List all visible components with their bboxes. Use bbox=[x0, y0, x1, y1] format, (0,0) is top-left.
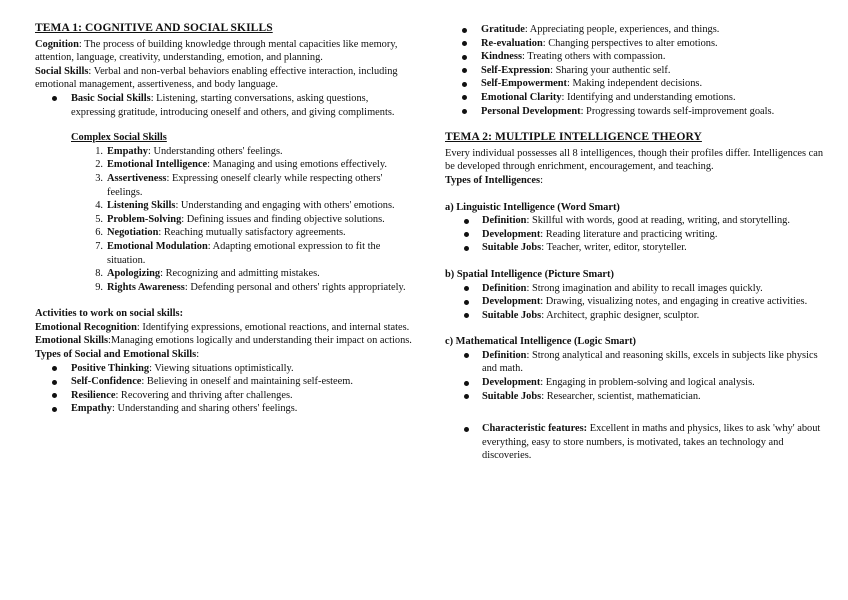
right-column bbox=[445, 23, 825, 463]
item-term: Negotiation bbox=[107, 227, 159, 239]
list-item bbox=[71, 375, 415, 389]
item-text: : Strong imagination and ability to recall images quickly. bbox=[526, 282, 763, 294]
item-term: Definition bbox=[482, 282, 527, 294]
list-number: 7. bbox=[95, 240, 103, 252]
tema1-title: TEMA 1: COGNITIVE AND SOCIAL SKILLS bbox=[35, 22, 273, 34]
item-term: Development bbox=[482, 296, 541, 308]
emotional-recognition-paragraph bbox=[35, 321, 415, 335]
list-item bbox=[482, 214, 825, 228]
list-item bbox=[95, 172, 415, 199]
list-item bbox=[95, 226, 415, 240]
item-text: : Progressing towards self-improvement goals. bbox=[580, 105, 775, 117]
list-item bbox=[481, 23, 825, 37]
list-item bbox=[71, 389, 415, 403]
item-term: Emotional Modulation bbox=[107, 240, 208, 252]
list-item bbox=[95, 145, 415, 159]
item-term: Suitable Jobs bbox=[482, 242, 542, 254]
emotional-skills-text: :Managing emotions logically and understanding their impact on actions. bbox=[108, 335, 412, 347]
item-term: Development bbox=[482, 228, 541, 240]
list-item bbox=[481, 91, 825, 105]
item-term: Emotional Clarity bbox=[481, 91, 562, 103]
item-text: : Identifying and understanding emotions. bbox=[561, 91, 736, 103]
item-term: Self-Empowerment bbox=[481, 78, 567, 90]
item-term: Development bbox=[482, 377, 541, 389]
item-text: : Appreciating people, experiences, and things. bbox=[524, 24, 720, 35]
basic-skills-term: Basic Social Skills bbox=[71, 92, 151, 104]
item-text: : Reaching mutually satisfactory agreements. bbox=[158, 227, 346, 239]
types-social-list bbox=[35, 362, 415, 416]
item-term: Suitable Jobs bbox=[482, 309, 542, 321]
item-term: Kindness bbox=[481, 51, 523, 63]
emotional-skills-term: Emotional Skills bbox=[35, 335, 109, 347]
item-text: : Defending personal and others' rights appropriately. bbox=[184, 281, 406, 293]
emotional-skills-paragraph bbox=[35, 334, 415, 348]
left-column bbox=[35, 22, 415, 416]
list-number: 5. bbox=[95, 213, 103, 225]
item-text: : Reading literature and practicing writing. bbox=[540, 228, 718, 240]
basic-skills-text: : Listening, starting conversations, asking questions, expressing gratitude, introducing oneself and others, and giving compliments. bbox=[71, 92, 395, 118]
list-item bbox=[482, 282, 825, 296]
list-item bbox=[482, 349, 825, 376]
linguistic-list bbox=[445, 214, 825, 255]
list-item bbox=[71, 362, 415, 376]
list-item bbox=[482, 228, 825, 242]
types-social-colon: : bbox=[196, 349, 200, 361]
cognition-paragraph bbox=[35, 38, 415, 65]
list-item bbox=[482, 309, 825, 323]
list-number: 8. bbox=[95, 268, 103, 280]
item-term: Emotional Intelligence bbox=[107, 159, 208, 171]
item-text: : Recovering and thriving after challenges. bbox=[115, 389, 293, 401]
spatial-title: b) Spatial Intelligence (Picture Smart) bbox=[445, 268, 614, 280]
item-term: Personal Development bbox=[481, 105, 581, 117]
item-term: Self-Confidence bbox=[71, 376, 142, 388]
item-term: Self-Expression bbox=[481, 64, 551, 76]
item-text: : Strong analytical and reasoning skills, excels in subjects like physics and math. bbox=[482, 349, 818, 375]
item-term: Gratitude bbox=[481, 24, 525, 35]
basic-skills-list bbox=[35, 92, 415, 119]
list-item bbox=[481, 64, 825, 78]
item-text: : Teacher, writer, editor, storyteller. bbox=[541, 242, 687, 254]
list-item bbox=[481, 77, 825, 91]
item-term: Empathy bbox=[107, 145, 148, 157]
item-text: : Managing and using emotions effectively. bbox=[207, 159, 387, 171]
item-term: Problem-Solving bbox=[107, 213, 182, 225]
cognition-text: : The process of building knowledge through mental capacities like memory, attention, language, creativity, understanding, emotion, and planning. bbox=[35, 38, 398, 64]
item-text: : Engaging in problem-solving and logical analysis. bbox=[540, 377, 755, 389]
item-term: Empathy bbox=[71, 403, 112, 415]
item-text: : Adapting emotional expression to fit the situation. bbox=[107, 240, 381, 266]
social-skills-term: Social Skills bbox=[35, 65, 89, 77]
list-item bbox=[95, 267, 415, 281]
types-social-term: Types of Social and Emotional Skills bbox=[35, 349, 197, 361]
item-term: Definition bbox=[482, 349, 527, 361]
item-text: : Believing in oneself and maintaining self-esteem. bbox=[141, 376, 353, 388]
item-text: : Viewing situations optimistically. bbox=[149, 362, 294, 374]
characteristic-term: Characteristic features: bbox=[482, 423, 588, 435]
list-item bbox=[482, 390, 825, 404]
item-term: Definition bbox=[482, 215, 527, 227]
list-item bbox=[482, 241, 825, 255]
intro-paragraph: Every individual possesses all 8 intelligences, though their profiles differ. Intelligences can be developed through enrichment, encouragement, and teaching. bbox=[445, 147, 824, 173]
item-text: : Understanding and engaging with others' emotions. bbox=[175, 200, 395, 212]
list-item bbox=[481, 105, 825, 119]
list-number: 3. bbox=[95, 172, 103, 184]
item-text: : Skillful with words, good at reading, writing, and storytelling. bbox=[526, 215, 790, 227]
list-item bbox=[71, 402, 415, 416]
emotional-recognition-text: : Identifying expressions, emotional reactions, and internal states. bbox=[136, 321, 410, 333]
list-item bbox=[481, 37, 825, 51]
types-social-title bbox=[35, 348, 415, 362]
item-term: Rights Awareness bbox=[107, 281, 185, 293]
list-item bbox=[481, 50, 825, 64]
item-text: : Treating others with compassion. bbox=[522, 51, 666, 63]
list-item bbox=[95, 240, 415, 267]
linguistic-title: a) Linguistic Intelligence (Word Smart) bbox=[445, 201, 620, 213]
types-intelligences-colon: : bbox=[540, 174, 543, 186]
complex-skills-title: Complex Social Skills bbox=[71, 132, 167, 144]
complex-skills-list bbox=[35, 145, 415, 295]
item-term: Apologizing bbox=[107, 268, 161, 280]
list-item bbox=[95, 213, 415, 227]
list-item bbox=[95, 158, 415, 172]
tema2-title: TEMA 2: MULTIPLE INTELLIGENCE THEORY bbox=[445, 131, 702, 144]
types-intelligences-term: Types of Intelligences bbox=[445, 174, 541, 186]
item-term: Suitable Jobs bbox=[482, 390, 542, 402]
item-term: Re-evaluation bbox=[481, 37, 543, 49]
list-number: 6. bbox=[95, 227, 103, 239]
item-text: : Drawing, visualizing notes, and engaging in creative activities. bbox=[540, 296, 808, 308]
item-term: Assertiveness bbox=[107, 172, 167, 184]
spatial-list bbox=[445, 282, 825, 323]
item-text: : Expressing oneself clearly while respecting others' feelings. bbox=[107, 172, 383, 198]
social-skills-text: : Verbal and non-verbal behaviors enabling effective interaction, including emotional management, assertiveness, and body language. bbox=[35, 65, 398, 91]
list-item bbox=[95, 199, 415, 213]
item-text: : Sharing your authentic self. bbox=[550, 64, 671, 76]
item-text: : Changing perspectives to alter emotions. bbox=[542, 37, 718, 49]
item-text: : Recognizing and admitting mistakes. bbox=[160, 268, 320, 280]
characteristic-list bbox=[445, 422, 825, 463]
mathematical-title: c) Mathematical Intelligence (Logic Smart) bbox=[445, 336, 637, 348]
item-term: Positive Thinking bbox=[71, 362, 150, 374]
cognition-term: Cognition bbox=[35, 38, 79, 50]
activities-title: Activities to work on social skills: bbox=[35, 308, 184, 320]
types-social-list-continued bbox=[445, 23, 825, 118]
list-item bbox=[482, 376, 825, 390]
item-text: : Understanding and sharing others' feelings. bbox=[112, 403, 298, 415]
emotional-recognition-term: Emotional Recognition bbox=[35, 321, 137, 333]
item-term: Resilience bbox=[71, 389, 116, 401]
list-number: 2. bbox=[95, 159, 103, 171]
list-number: 9. bbox=[95, 281, 103, 293]
item-text: : Defining issues and finding objective solutions. bbox=[181, 213, 385, 225]
social-skills-paragraph bbox=[35, 65, 415, 92]
list-item bbox=[95, 281, 415, 295]
mathematical-list bbox=[445, 349, 825, 403]
characteristic-text: Excellent in maths and physics, likes to ask 'why' about everything, easy to store numbers, is motivated, takes an technology and discoveries. bbox=[482, 423, 821, 462]
list-number: 4. bbox=[95, 200, 103, 212]
characteristic-item bbox=[482, 422, 825, 463]
list-item bbox=[482, 295, 825, 309]
item-term: Listening Skills bbox=[107, 200, 176, 212]
basic-skills-item bbox=[71, 92, 415, 119]
item-text: : Making independent decisions. bbox=[567, 78, 703, 90]
item-text: : Researcher, scientist, mathematician. bbox=[541, 390, 701, 402]
item-text: : Architect, graphic designer, sculptor. bbox=[541, 309, 700, 321]
list-number: 1. bbox=[95, 145, 103, 157]
item-text: : Understanding others' feelings. bbox=[148, 145, 283, 157]
types-intelligences-title bbox=[445, 174, 825, 188]
